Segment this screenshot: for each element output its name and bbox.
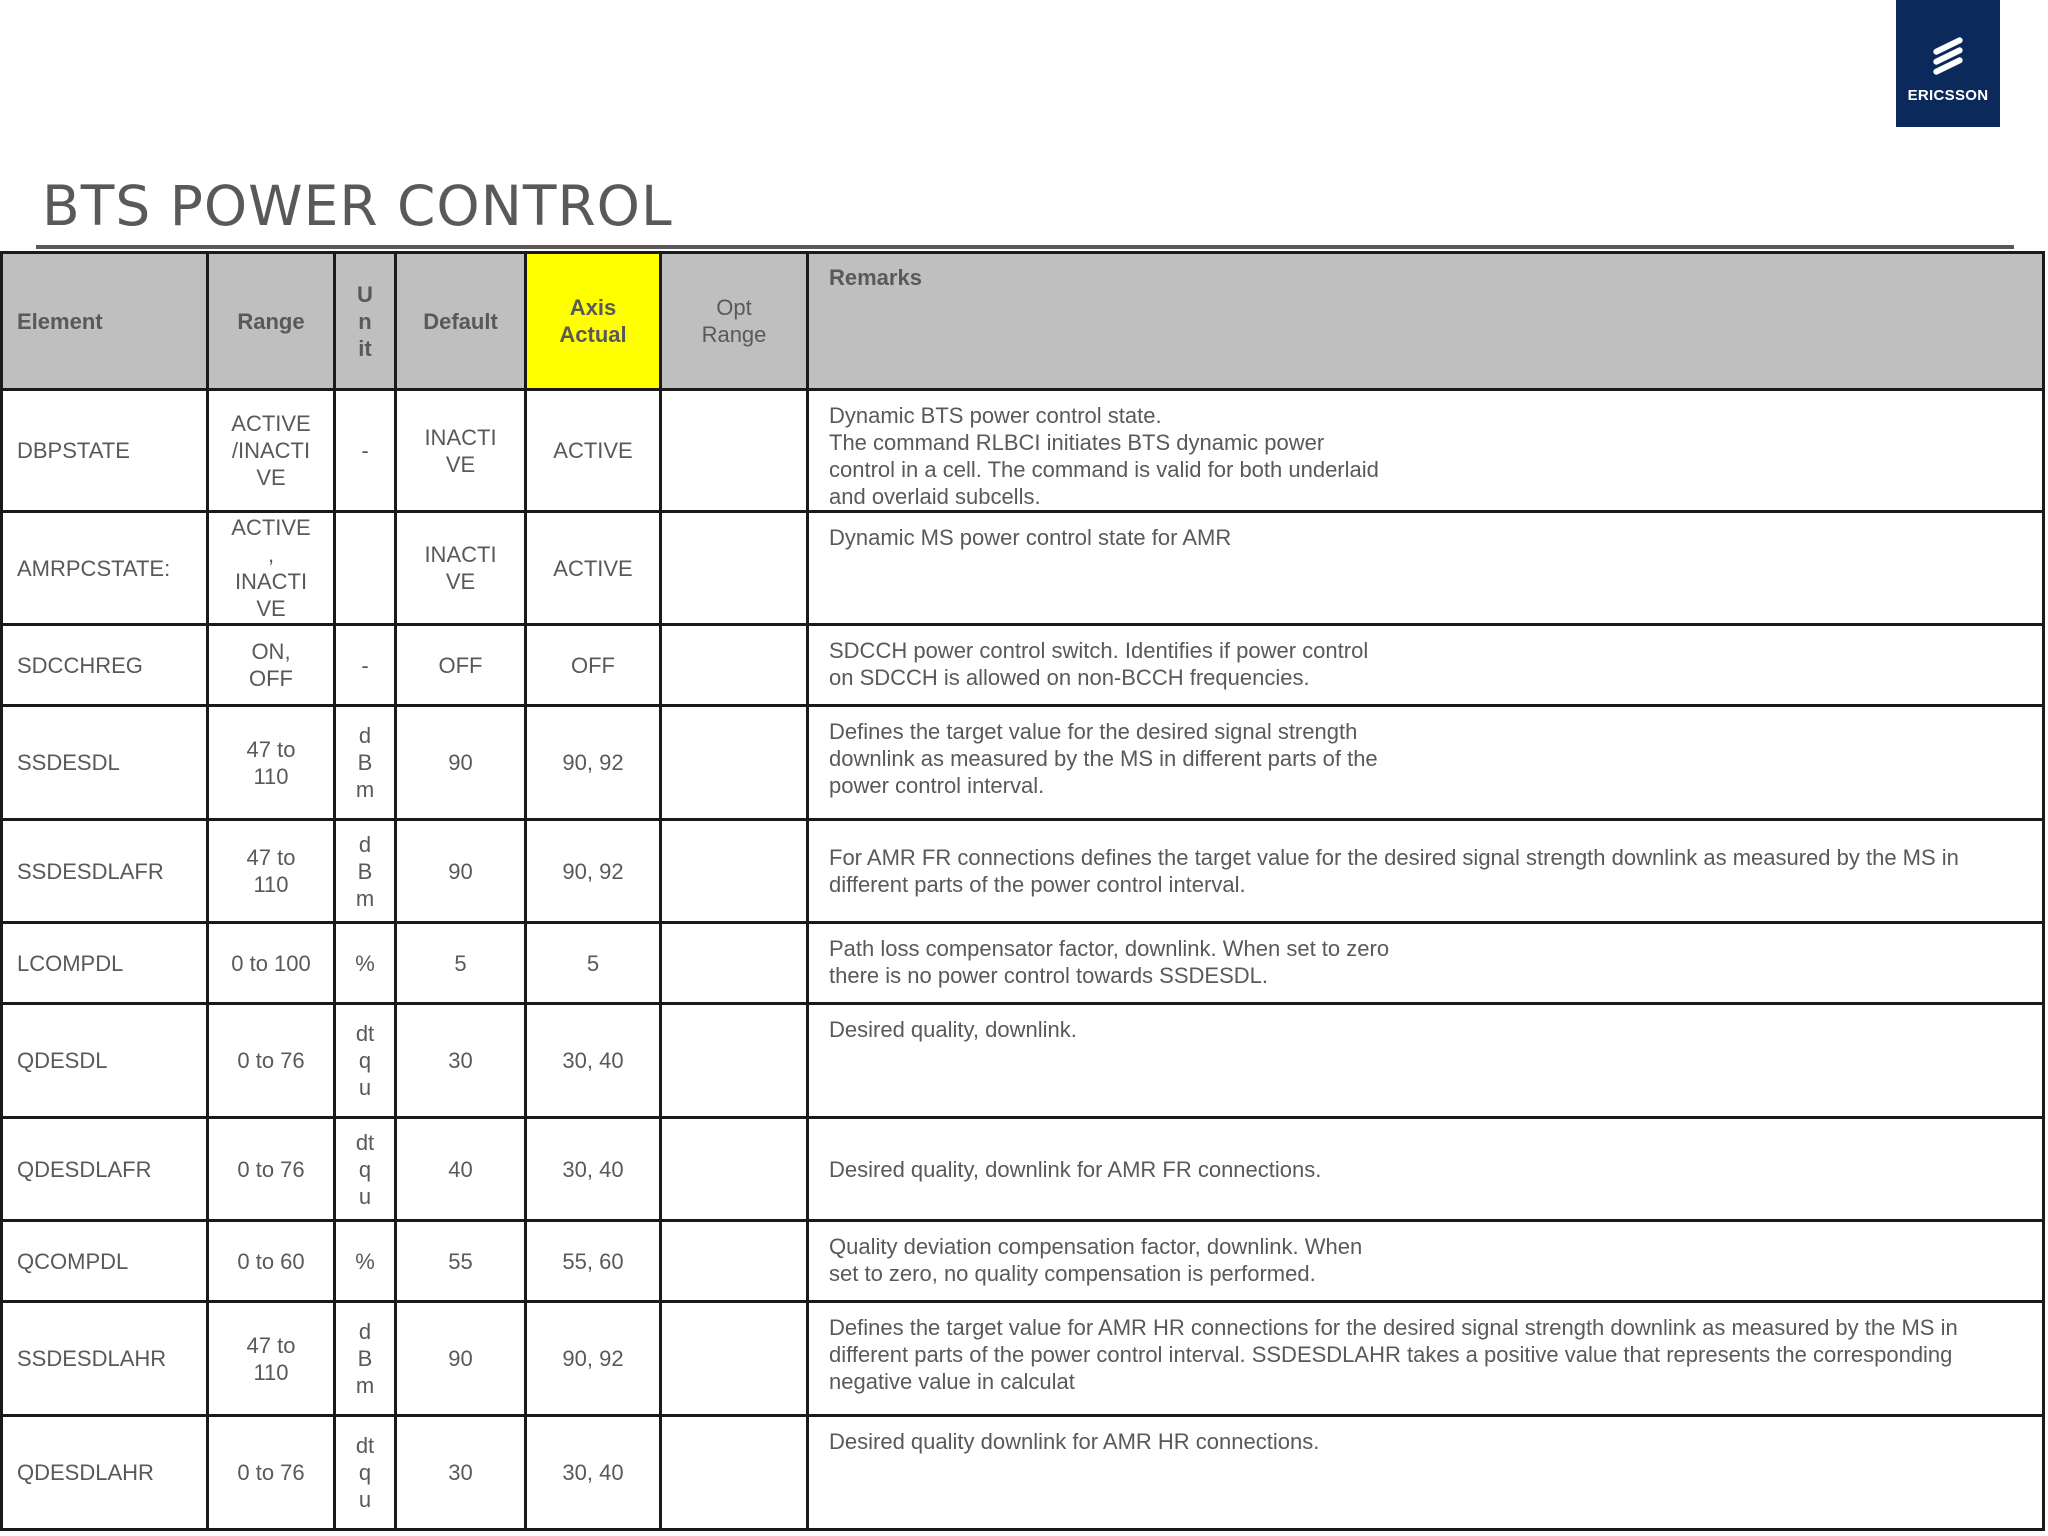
ericsson-logo	[1896, 0, 2000, 127]
cell-remarks: Defines the target value for AMR HR connections for the desired signal strength downlink as measured by the MS in different parts of the power control interval. SSDESDLAHR takes a positive value that represents the corresponding negative value in calculat	[808, 1302, 2044, 1416]
page-title: BTS POWER CONTROL	[42, 174, 673, 238]
cell-element: SSDESDL	[2, 706, 208, 820]
cell-axis-actual: 90, 92	[526, 1302, 661, 1416]
cell-default: OFF	[396, 625, 526, 706]
table-row	[2, 706, 2044, 820]
table-row	[2, 1118, 2044, 1221]
cell-element: DBPSTATE	[2, 390, 208, 512]
header-default: Default	[396, 253, 526, 390]
table-row	[2, 1221, 2044, 1302]
cell-axis-actual: 55, 60	[526, 1221, 661, 1302]
cell-unit: d B m	[335, 1302, 396, 1416]
parameter-table	[0, 251, 2045, 1531]
cell-axis-actual: 90, 92	[526, 706, 661, 820]
cell-opt-range	[661, 390, 808, 512]
cell-range: ACTIVE , INACTI VE	[208, 512, 335, 625]
cell-opt-range	[661, 1221, 808, 1302]
cell-range: 0 to 76	[208, 1118, 335, 1221]
cell-unit: -	[335, 390, 396, 512]
cell-opt-range	[661, 820, 808, 923]
cell-range: ON, OFF	[208, 625, 335, 706]
cell-range: 0 to 100	[208, 923, 335, 1004]
cell-range: 0 to 76	[208, 1416, 335, 1530]
cell-default: 90	[396, 706, 526, 820]
cell-remarks: Quality deviation compensation factor, downlink. When set to zero, no quality compensation is performed.	[808, 1221, 2044, 1302]
cell-unit: dt q u	[335, 1004, 396, 1118]
cell-default: 90	[396, 820, 526, 923]
cell-opt-range	[661, 923, 808, 1004]
cell-opt-range	[661, 1118, 808, 1221]
cell-element: LCOMPDL	[2, 923, 208, 1004]
cell-default: 30	[396, 1416, 526, 1530]
cell-unit: dt q u	[335, 1118, 396, 1221]
cell-axis-actual: ACTIVE	[526, 512, 661, 625]
cell-remarks: Defines the target value for the desired signal strength downlink as measured by the MS in different parts of the power control interval.	[808, 706, 2044, 820]
cell-unit: dt q u	[335, 1416, 396, 1530]
cell-element: QDESDLAFR	[2, 1118, 208, 1221]
cell-axis-actual: OFF	[526, 625, 661, 706]
cell-default: 5	[396, 923, 526, 1004]
cell-remarks: Desired quality, downlink.	[808, 1004, 2044, 1118]
table-row	[2, 625, 2044, 706]
cell-remarks: For AMR FR connections defines the target value for the desired signal strength downlink as measured by the MS in different parts of the power control interval.	[808, 820, 2044, 923]
ericsson-logo-icon	[1929, 34, 1967, 78]
table-row	[2, 1302, 2044, 1416]
cell-range: 0 to 76	[208, 1004, 335, 1118]
cell-axis-actual: 30, 40	[526, 1118, 661, 1221]
cell-element: QCOMPDL	[2, 1221, 208, 1302]
title-underline	[36, 245, 2014, 249]
table-row	[2, 923, 2044, 1004]
cell-range: 47 to 110	[208, 706, 335, 820]
cell-opt-range	[661, 512, 808, 625]
header-remarks: Remarks	[808, 253, 2044, 390]
table-row	[2, 1004, 2044, 1118]
cell-opt-range	[661, 1004, 808, 1118]
cell-opt-range	[661, 706, 808, 820]
table-row	[2, 390, 2044, 512]
cell-default: INACTI VE	[396, 390, 526, 512]
cell-unit	[335, 512, 396, 625]
cell-axis-actual: 5	[526, 923, 661, 1004]
table-header-row	[2, 253, 2044, 390]
ericsson-logo-text: ERICSSON	[1907, 87, 1989, 104]
cell-range: 47 to 110	[208, 1302, 335, 1416]
cell-opt-range	[661, 1416, 808, 1530]
header-element: Element	[2, 253, 208, 390]
cell-remarks: Desired quality, downlink for AMR FR connections.	[808, 1118, 2044, 1221]
cell-range: 0 to 60	[208, 1221, 335, 1302]
table-row	[2, 820, 2044, 923]
cell-remarks: Desired quality downlink for AMR HR connections.	[808, 1416, 2044, 1530]
cell-axis-actual: 30, 40	[526, 1416, 661, 1530]
cell-unit: d B m	[335, 820, 396, 923]
cell-default: 40	[396, 1118, 526, 1221]
cell-remarks: SDCCH power control switch. Identifies if power control on SDCCH is allowed on non-BCCH frequencies.	[808, 625, 2044, 706]
cell-element: SSDESDLAHR	[2, 1302, 208, 1416]
header-range: Range	[208, 253, 335, 390]
cell-range: 47 to 110	[208, 820, 335, 923]
cell-remarks: Dynamic BTS power control state. The command RLBCI initiates BTS dynamic power control in a cell. The command is valid for both underlaid and overlaid subcells.	[808, 390, 2044, 512]
cell-axis-actual: 90, 92	[526, 820, 661, 923]
cell-range: ACTIVE /INACTI VE	[208, 390, 335, 512]
cell-element: QDESDL	[2, 1004, 208, 1118]
table-row	[2, 1416, 2044, 1530]
cell-element: AMRPCSTATE:	[2, 512, 208, 625]
cell-default: 55	[396, 1221, 526, 1302]
table-row	[2, 512, 2044, 625]
cell-opt-range	[661, 625, 808, 706]
cell-remarks: Dynamic MS power control state for AMR	[808, 512, 2044, 625]
cell-element: SDCCHREG	[2, 625, 208, 706]
cell-unit: d B m	[335, 706, 396, 820]
cell-axis-actual: 30, 40	[526, 1004, 661, 1118]
cell-unit: -	[335, 625, 396, 706]
cell-default: 30	[396, 1004, 526, 1118]
header-opt-range: Opt Range	[661, 253, 808, 390]
cell-element: SSDESDLAFR	[2, 820, 208, 923]
cell-unit: %	[335, 923, 396, 1004]
cell-opt-range	[661, 1302, 808, 1416]
cell-remarks: Path loss compensator factor, downlink. When set to zero there is no power control towards SSDESDL.	[808, 923, 2044, 1004]
cell-unit: %	[335, 1221, 396, 1302]
cell-element: QDESDLAHR	[2, 1416, 208, 1530]
cell-default: INACTI VE	[396, 512, 526, 625]
header-unit: U n it	[335, 253, 396, 390]
cell-axis-actual: ACTIVE	[526, 390, 661, 512]
cell-default: 90	[396, 1302, 526, 1416]
header-axis-actual: Axis Actual	[526, 253, 661, 390]
